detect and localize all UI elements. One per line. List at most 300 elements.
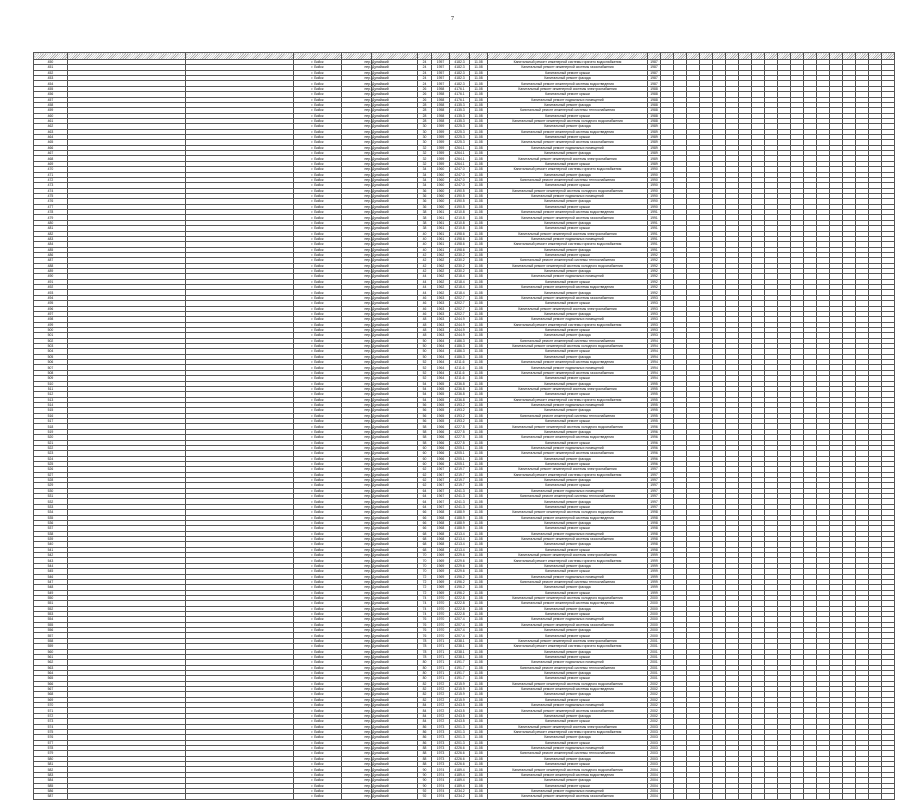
wear-cell: 11.08 [470,231,488,236]
house-number-cell: 62 [418,483,432,488]
area-cell: 4243.5 [450,713,470,718]
area-cell: 4225.3 [450,140,470,145]
street-type-cell: пер. [342,263,372,268]
wear-cell: 11.08 [470,403,488,408]
work-type-cell: Капитальный ремонт инженерной системы электроснабжения [488,638,648,643]
work-type-cell: Капитальный ремонт подвальных помещений [488,365,648,370]
term-cell: 1992 [648,290,661,295]
settlement-cell: г. Бийск [294,97,342,102]
settlement-cell: г. Бийск [294,772,342,777]
year-built-cell: 1958 [432,108,450,113]
wear-cell: 11.08 [470,333,488,338]
row-number-cell: 458 [34,102,68,107]
term-cell: 2000 [648,633,661,638]
row-number-cell: 505 [34,354,68,359]
house-number-cell: 68 [418,531,432,536]
term-cell: 1995 [648,397,661,402]
year-built-cell: 1967 [432,467,450,472]
term-cell: 1989 [648,156,661,161]
street-name-cell: Дунайский [372,601,418,606]
settlement-cell: г. Бийск [294,703,342,708]
street-type-cell: пер. [342,172,372,177]
wear-cell: 11.08 [470,365,488,370]
year-built-cell: 1960 [432,193,450,198]
street-name-cell: Дунайский [372,413,418,418]
settlement-cell: г. Бийск [294,145,342,150]
wear-cell: 11.08 [470,628,488,633]
settlement-cell: г. Бийск [294,129,342,134]
area-cell: 4243.5 [450,703,470,708]
work-type-cell: Капитальный ремонт крыши [488,547,648,552]
work-type-cell: Капитальный ремонт инженерной системы теплоснабжения [488,751,648,756]
work-type-cell: Капитальный ремонт фасада [488,429,648,434]
house-number-cell: 80 [418,665,432,670]
street-name-cell: Дунайский [372,322,418,327]
area-cell: 4213.4 [450,547,470,552]
street-name-cell: Дунайский [372,167,418,172]
row-number-cell: 569 [34,697,68,702]
term-cell: 2004 [648,772,661,777]
street-type-cell: пер. [342,226,372,231]
wear-cell: 11.08 [470,729,488,734]
year-built-cell: 1971 [432,670,450,675]
term-cell: 2002 [648,692,661,697]
wear-cell: 11.08 [470,746,488,751]
year-built-cell: 1967 [432,504,450,509]
term-cell: 2003 [648,729,661,734]
street-type-cell: пер. [342,317,372,322]
street-name-cell: Дунайский [372,783,418,788]
street-type-cell: пер. [342,92,372,97]
house-number-cell: 52 [418,376,432,381]
year-built-cell: 1957 [432,81,450,86]
work-type-cell: Капитальный ремонт инженерной системы горячего водоснабжения [488,397,648,402]
row-number-cell: 472 [34,177,68,182]
house-number-cell: 52 [418,370,432,375]
year-built-cell: 1960 [432,204,450,209]
settlement-cell: г. Бийск [294,579,342,584]
year-built-cell: 1962 [432,290,450,295]
term-cell: 2000 [648,606,661,611]
area-cell: 4210.8 [450,215,470,220]
year-built-cell: 1961 [432,226,450,231]
wear-cell: 11.08 [470,612,488,617]
settlement-cell: г. Бийск [294,327,342,332]
settlement-cell: г. Бийск [294,156,342,161]
area-cell: 4202.7 [450,301,470,306]
year-built-cell: 1962 [432,263,450,268]
term-cell: 1990 [648,167,661,172]
row-number-cell: 578 [34,746,68,751]
area-cell: 4202.7 [450,306,470,311]
term-cell: 1995 [648,403,661,408]
house-number-cell: 76 [418,622,432,627]
settlement-cell: г. Бийск [294,285,342,290]
house-number-cell: 80 [418,676,432,681]
work-type-cell: Капитальный ремонт фасада [488,735,648,740]
street-type-cell: пер. [342,697,372,702]
year-built-cell: 1966 [432,445,450,450]
year-built-cell: 1972 [432,703,450,708]
work-type-cell: Капитальный ремонт инженерной системы горячего водоснабжения [488,644,648,649]
term-cell: 1998 [648,531,661,536]
house-number-cell: 28 [418,102,432,107]
house-number-cell: 38 [418,220,432,225]
settlement-cell: г. Бийск [294,638,342,643]
work-type-cell: Капитальный ремонт фасада [488,713,648,718]
settlement-cell: г. Бийск [294,681,342,686]
year-built-cell: 1972 [432,708,450,713]
row-number-cell: 586 [34,788,68,793]
year-built-cell: 1961 [432,231,450,236]
house-number-cell: 50 [418,354,432,359]
area-cell: 4241.3 [450,494,470,499]
street-name-cell: Дунайский [372,740,418,745]
year-built-cell: 1972 [432,713,450,718]
area-cell: 4234.2 [450,794,470,799]
wear-cell: 11.08 [470,242,488,247]
street-name-cell: Дунайский [372,92,418,97]
street-name-cell: Дунайский [372,654,418,659]
area-cell: 4188.9 [450,510,470,515]
house-number-cell: 30 [418,129,432,134]
settlement-cell: г. Бийск [294,269,342,274]
street-type-cell: пер. [342,665,372,670]
year-built-cell: 1963 [432,322,450,327]
area-cell: 4186.3 [450,338,470,343]
area-cell: 4176.1 [450,92,470,97]
term-cell: 2004 [648,767,661,772]
settlement-cell: г. Бийск [294,563,342,568]
year-built-cell: 1972 [432,687,450,692]
wear-cell: 11.08 [470,236,488,241]
settlement-cell: г. Бийск [294,333,342,338]
street-name-cell: Дунайский [372,258,418,263]
row-number-cell: 530 [34,488,68,493]
table-header [34,53,895,60]
wear-cell: 11.08 [470,354,488,359]
work-type-cell: Капитальный ремонт подвальных помещений [488,574,648,579]
row-number-cell: 573 [34,719,68,724]
work-type-cell: Капитальный ремонт фасада [488,499,648,504]
row-number-cell: 523 [34,451,68,456]
street-type-cell: пер. [342,252,372,257]
street-type-cell: пер. [342,290,372,295]
wear-cell: 11.08 [470,86,488,91]
settlement-cell: г. Бийск [294,612,342,617]
term-cell: 1988 [648,102,661,107]
year-built-cell: 1969 [432,569,450,574]
work-type-cell: Капитальный ремонт крыши [488,461,648,466]
year-built-cell: 1971 [432,665,450,670]
settlement-cell: г. Бийск [294,124,342,129]
settlement-cell: г. Бийск [294,606,342,611]
row-number-cell: 528 [34,478,68,483]
mark-cell [817,794,830,799]
street-name-cell: Дунайский [372,681,418,686]
term-cell: 1990 [648,188,661,193]
area-cell: 4201.3 [450,729,470,734]
term-cell: 2000 [648,601,661,606]
settlement-cell: г. Бийск [294,510,342,515]
wear-cell: 11.08 [470,574,488,579]
street-type-cell: пер. [342,536,372,541]
row-number-cell: 507 [34,365,68,370]
area-cell: 4241.3 [450,488,470,493]
work-type-cell: Капитальный ремонт фасада [488,102,648,107]
wear-cell: 11.08 [470,660,488,665]
work-type-cell: Капитальный ремонт крыши [488,526,648,531]
house-number-cell: 58 [418,435,432,440]
term-cell: 1991 [648,242,661,247]
work-type-cell: Капитальный ремонт крыши [488,419,648,424]
wear-cell: 11.08 [470,290,488,295]
wear-cell: 11.08 [470,536,488,541]
street-name-cell: Дунайский [372,231,418,236]
row-number-cell: 498 [34,317,68,322]
year-built-cell: 1973 [432,746,450,751]
settlement-cell: г. Бийск [294,231,342,236]
street-name-cell: Дунайский [372,135,418,140]
wear-cell: 11.08 [470,558,488,563]
term-cell: 1990 [648,199,661,204]
settlement-cell: г. Бийск [294,542,342,547]
row-number-cell: 487 [34,258,68,263]
settlement-cell: г. Бийск [294,140,342,145]
term-cell: 2001 [648,660,661,665]
year-built-cell: 1972 [432,692,450,697]
street-type-cell: пер. [342,408,372,413]
header-cell [739,53,752,60]
row-number-cell: 583 [34,772,68,777]
street-type-cell: пер. [342,713,372,718]
work-type-cell: Капитальный ремонт крыши [488,301,648,306]
work-type-cell: Капитальный ремонт крыши [488,783,648,788]
settlement-cell: г. Бийск [294,654,342,659]
area-cell: 4227.5 [450,435,470,440]
street-name-cell: Дунайский [372,161,418,166]
house-number-cell: 66 [418,526,432,531]
wear-cell: 11.08 [470,81,488,86]
street-name-cell: Дунайский [372,70,418,75]
year-built-cell: 1961 [432,210,450,215]
street-type-cell: пер. [342,553,372,558]
street-type-cell: пер. [342,354,372,359]
settlement-cell: г. Бийск [294,574,342,579]
settlement-cell: г. Бийск [294,740,342,745]
street-name-cell: Дунайский [372,440,418,445]
settlement-cell: г. Бийск [294,172,342,177]
work-type-cell: Капитальный ремонт фасада [488,756,648,761]
house-number-cell: 48 [418,333,432,338]
area-cell: 4176.1 [450,97,470,102]
area-cell: 4207.4 [450,617,470,622]
wear-cell: 11.08 [470,65,488,70]
house-number-cell: 26 [418,92,432,97]
year-built-cell: 1974 [432,767,450,772]
work-type-cell: Капитальный ремонт подвальных помещений [488,403,648,408]
work-type-cell: Капитальный ремонт инженерной системы электроснабжения [488,467,648,472]
year-built-cell: 1963 [432,301,450,306]
year-built-cell: 1957 [432,70,450,75]
street-type-cell: пер. [342,199,372,204]
row-number-cell: 463 [34,129,68,134]
street-name-cell: Дунайский [372,317,418,322]
settlement-cell: г. Бийск [294,794,342,799]
term-cell: 1989 [648,135,661,140]
term-cell: 2003 [648,751,661,756]
area-cell: 4198.6 [450,247,470,252]
term-cell: 2003 [648,762,661,767]
wear-cell: 11.08 [470,70,488,75]
house-number-cell: 40 [418,231,432,236]
area-cell: 4244.9 [450,317,470,322]
area-cell: 4210.8 [450,226,470,231]
street-type-cell: пер. [342,269,372,274]
wear-cell: 11.08 [470,386,488,391]
term-cell: 2001 [648,638,661,643]
house-number-cell: 74 [418,606,432,611]
street-name-cell: Дунайский [372,494,418,499]
year-built-cell: 1960 [432,188,450,193]
wear-cell: 11.08 [470,756,488,761]
year-built-cell: 1974 [432,794,450,799]
house-number-cell: 78 [418,638,432,643]
street-type-cell: пер. [342,81,372,86]
street-name-cell: Дунайский [372,263,418,268]
work-type-cell: Капитальный ремонт фасада [488,456,648,461]
street-type-cell: пер. [342,161,372,166]
settlement-cell: г. Бийск [294,193,342,198]
year-built-cell: 1971 [432,649,450,654]
mark-cell [791,794,804,799]
street-type-cell: пер. [342,419,372,424]
term-cell: 1991 [648,210,661,215]
work-type-cell: Капитальный ремонт инженерной системы водоотведения [488,772,648,777]
settlement-cell: г. Бийск [294,451,342,456]
street-name-cell: Дунайский [372,451,418,456]
settlement-cell: г. Бийск [294,708,342,713]
street-type-cell: пер. [342,558,372,563]
street-type-cell: пер. [342,413,372,418]
street-name-cell: Дунайский [372,515,418,520]
street-name-cell: Дунайский [372,397,418,402]
street-name-cell: Дунайский [372,456,418,461]
row-number-cell: 524 [34,456,68,461]
wear-cell: 11.08 [470,697,488,702]
wear-cell: 11.08 [470,783,488,788]
capital-repair-table [33,52,895,800]
wear-cell: 11.08 [470,510,488,515]
wear-cell: 11.08 [470,654,488,659]
settlement-cell: г. Бийск [294,70,342,75]
area-cell: 4264.1 [450,161,470,166]
area-cell: 4215.9 [450,697,470,702]
area-cell: 4225.3 [450,129,470,134]
settlement-cell: г. Бийск [294,322,342,327]
term-cell: 1995 [648,419,661,424]
row-number-cell: 513 [34,397,68,402]
house-number-cell: 28 [418,118,432,123]
street-name-cell: Дунайский [372,376,418,381]
capital-repair-table-container [33,52,883,800]
row-number-cell: 557 [34,633,68,638]
house-number-cell: 24 [418,76,432,81]
street-type-cell: пер. [342,333,372,338]
wear-cell: 11.08 [470,193,488,198]
house-number-cell: 48 [418,322,432,327]
area-cell: 4198.6 [450,231,470,236]
term-cell: 2001 [648,665,661,670]
term-cell: 2004 [648,794,661,799]
row-number-cell: 456 [34,92,68,97]
year-built-cell: 1972 [432,697,450,702]
row-number-cell: 482 [34,231,68,236]
term-cell: 1990 [648,183,661,188]
row-number-cell: 497 [34,311,68,316]
area-cell: 4190.5 [450,199,470,204]
settlement-cell: г. Бийск [294,76,342,81]
row-number-cell: 533 [34,504,68,509]
wear-cell: 11.08 [470,665,488,670]
work-type-cell: Капитальный ремонт инженерной системы газоснабжения [488,140,648,145]
year-built-cell: 1960 [432,183,450,188]
term-cell: 1995 [648,408,661,413]
area-cell: 4230.2 [450,269,470,274]
house-number-cell: 60 [418,451,432,456]
street-type-cell: пер. [342,156,372,161]
term-cell: 1987 [648,70,661,75]
area-cell: 4182.3 [450,65,470,70]
year-built-cell: 1959 [432,124,450,129]
house-number-cell: 40 [418,236,432,241]
year-built-cell: 1959 [432,129,450,134]
area-cell: 4186.3 [450,344,470,349]
row-number-cell: 477 [34,204,68,209]
term-cell: 1999 [648,579,661,584]
work-type-cell: Капитальный ремонт крыши [488,226,648,231]
street-type-cell: пер. [342,193,372,198]
house-number-cell: 38 [418,215,432,220]
row-number-cell: 582 [34,767,68,772]
street-type-cell: пер. [342,145,372,150]
street-name-cell: Дунайский [372,563,418,568]
area-cell: 4213.4 [450,531,470,536]
settlement-cell: г. Бийск [294,210,342,215]
street-name-cell: Дунайский [372,756,418,761]
wear-cell: 11.08 [470,60,488,65]
house-number-cell: 34 [418,172,432,177]
term-cell: 2003 [648,756,661,761]
year-built-cell: 1974 [432,788,450,793]
area-cell: 4193.2 [450,419,470,424]
year-built-cell: 1963 [432,306,450,311]
term-cell: 1994 [648,370,661,375]
year-built-cell: 1974 [432,772,450,777]
year-built-cell: 1966 [432,429,450,434]
year-built-cell: 1973 [432,724,450,729]
settlement-cell: г. Бийск [294,220,342,225]
area-cell: 4222.8 [450,601,470,606]
work-type-cell: Капитальный ремонт крыши [488,612,648,617]
wear-cell: 11.08 [470,279,488,284]
street-name-cell: Дунайский [372,118,418,123]
area-cell: 4186.3 [450,354,470,359]
work-type-cell: Капитальный ремонт инженерной системы электроснабжения [488,156,648,161]
area-cell: 4244.9 [450,333,470,338]
year-built-cell: 1966 [432,424,450,429]
settlement-cell: г. Бийск [294,118,342,123]
